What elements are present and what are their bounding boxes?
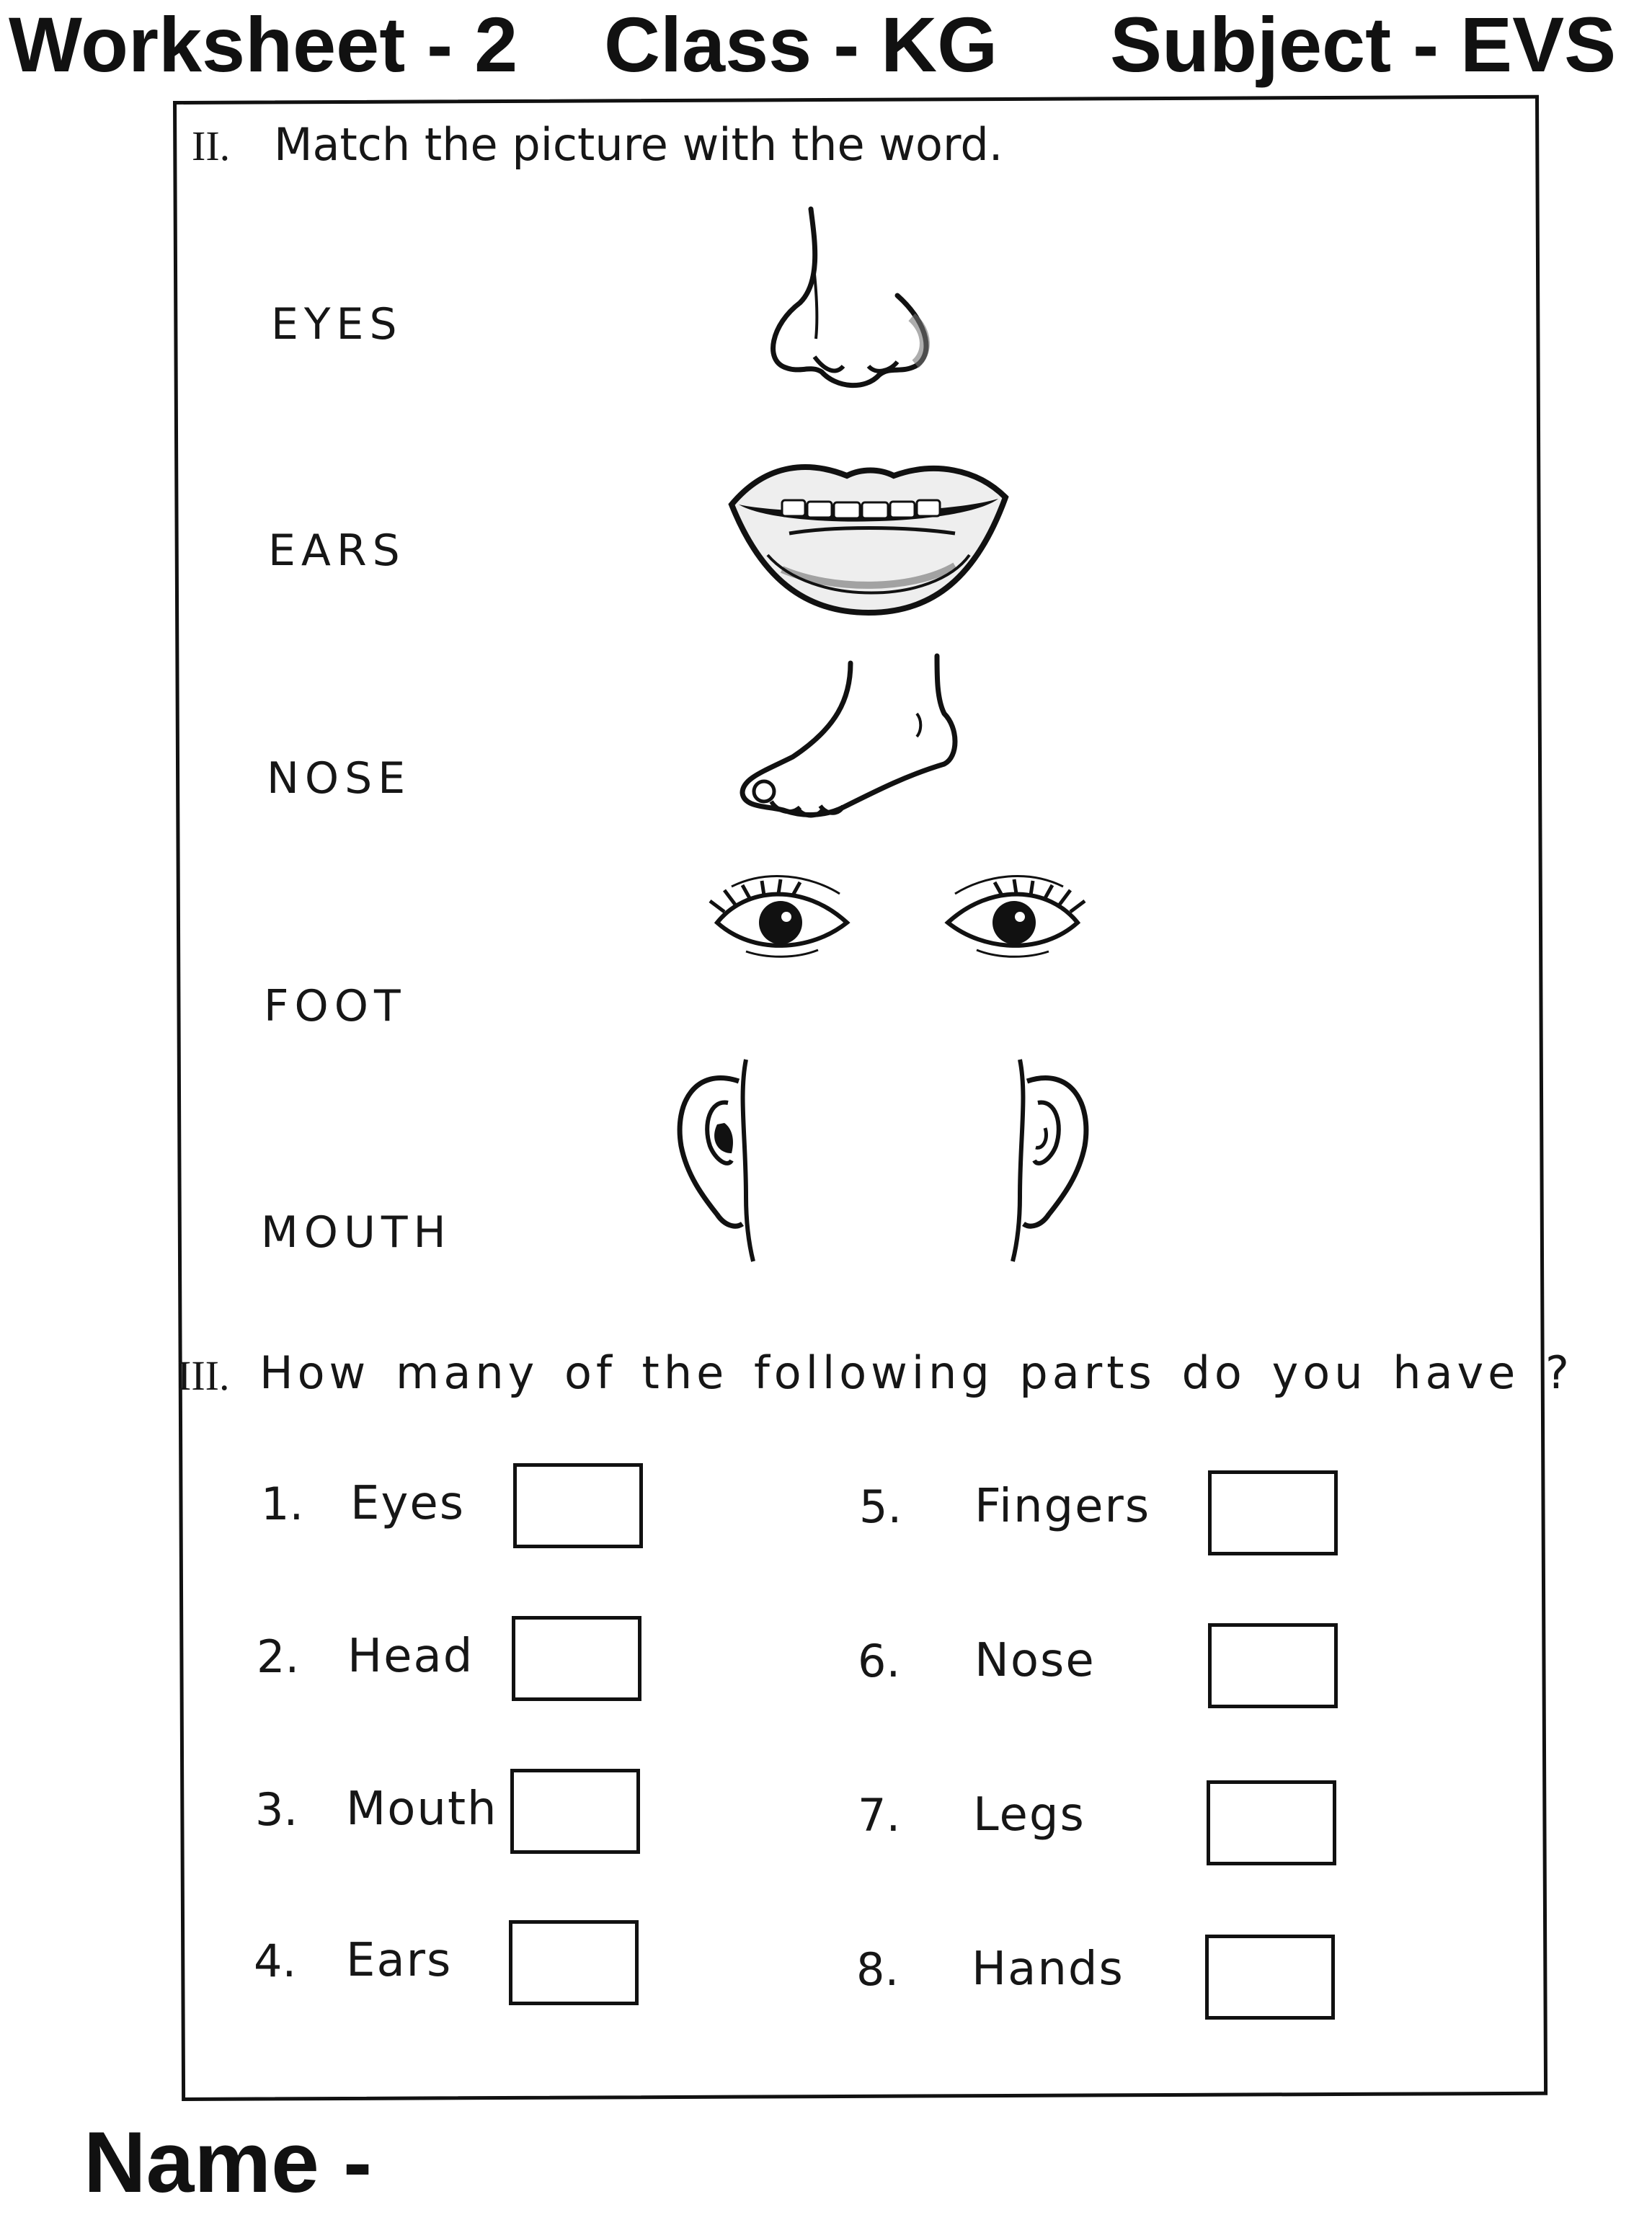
item-8-answer-box[interactable] (1205, 1935, 1335, 2020)
item-2-number: 2. (257, 1630, 300, 1683)
item-8-number: 8. (856, 1943, 900, 1996)
item-4-answer-box[interactable] (509, 1920, 639, 2005)
item-3-label: Mouth (346, 1782, 498, 1836)
item-7-answer-box[interactable] (1207, 1780, 1336, 1865)
item-5-answer-box[interactable] (1208, 1470, 1338, 1555)
item-2-answer-box[interactable] (512, 1616, 641, 1701)
item-5-label: Fingers (974, 1480, 1151, 1533)
name-label: Name - (84, 2114, 373, 2211)
item-3-answer-box[interactable] (510, 1769, 640, 1854)
item-4-label: Ears (346, 1934, 453, 1987)
item-7-number: 7. (858, 1789, 901, 1842)
section-2-number: II. (192, 123, 231, 169)
section-3-question: How many of the following parts do you have ? (259, 1346, 1573, 1399)
match-word-ears: EARS (268, 525, 406, 576)
item-8-label: Hands (972, 1942, 1124, 1996)
eyes-icon (703, 872, 1092, 980)
ears-icon (667, 1052, 1099, 1269)
lips-icon (724, 447, 1013, 620)
item-7-label: Legs (973, 1788, 1085, 1842)
subject-label: Subject - EVS (1110, 1, 1617, 88)
class-label: Class - KG (604, 1, 998, 88)
section-3-number: III. (177, 1352, 230, 1399)
item-6-label: Nose (974, 1634, 1096, 1687)
item-3-number: 3. (255, 1783, 298, 1836)
item-1-answer-box[interactable] (513, 1463, 643, 1548)
match-word-eyes: EYES (271, 299, 403, 350)
worksheet-title: Worksheet - 2 (9, 1, 518, 88)
item-6-answer-box[interactable] (1208, 1623, 1338, 1708)
match-word-mouth: MOUTH (261, 1207, 452, 1258)
item-4-number: 4. (254, 1935, 297, 1987)
match-word-nose: NOSE (267, 753, 412, 804)
match-word-foot: FOOT (264, 981, 407, 1031)
item-2-label: Head (347, 1630, 474, 1683)
section-2-instruction: Match the picture with the word. (274, 118, 1003, 171)
item-1-number: 1. (261, 1478, 304, 1530)
item-6-number: 6. (858, 1635, 901, 1687)
item-5-number: 5. (859, 1480, 902, 1533)
nose-icon (742, 195, 959, 404)
item-1-label: Eyes (350, 1477, 466, 1530)
foot-icon (728, 649, 966, 822)
